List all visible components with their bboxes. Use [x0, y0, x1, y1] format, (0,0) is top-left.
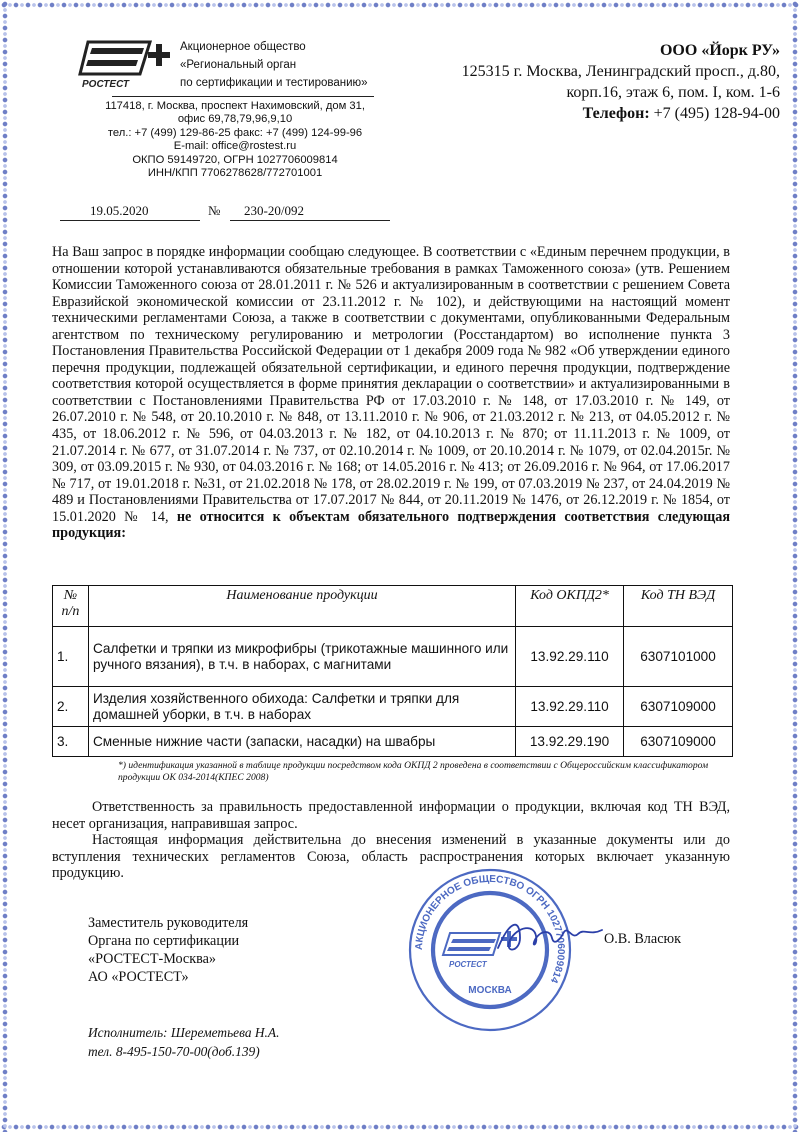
recipient-block: [400, 40, 780, 124]
left-border: [0, 0, 10, 1132]
row-name: Салфетки и тряпки из микрофибры (трикотажные машинного или ручного вязания), в т.ч. в наборах, с магнитами: [88, 627, 515, 687]
signer-line: Заместитель руководителя: [88, 915, 249, 931]
table-footnote: *) идентификация указанной в таблице продукции посредством кода ОКПД 2 проведена в соответствии с Общероссийским классификатором продукции ОК 034-2014(КПЕС 2008): [118, 760, 709, 783]
handwritten-signature: [490, 900, 610, 970]
number-underline: [230, 220, 390, 221]
org-line: «Региональный орган: [180, 59, 297, 71]
org-line: по сертификации и тестированию»: [180, 77, 368, 89]
logo-text: РОСТЕСТ: [82, 79, 130, 90]
header-tnved: Код ТН ВЭД: [624, 586, 733, 627]
stamp-ring-textpath: АКЦИОНЕРНОЕ ОБЩЕСТВО ОГРН 1027706009814: [413, 873, 567, 985]
table-row: [53, 727, 733, 757]
rostest-logo: [78, 34, 174, 90]
org-line: Акционерное общество: [180, 41, 306, 53]
header-num: № п/п: [53, 586, 89, 627]
product-table: [52, 585, 733, 757]
header-okpd: Код ОКПД2*: [516, 586, 624, 627]
number-sign: №: [208, 203, 221, 218]
recipient-address-1: 125315 г. Москва, Ленинградский просп., д.80,: [461, 63, 780, 80]
letter-number: 230-20/092: [244, 203, 304, 218]
row-tnved: 6307101000: [624, 627, 733, 687]
top-border: [0, 0, 800, 10]
row-tnved: 6307109000: [624, 727, 733, 757]
executor-block: [88, 1023, 279, 1061]
header-name: Наименование продукции: [88, 586, 515, 627]
stamp-logo-text: РОСТЕСТ: [449, 960, 487, 969]
contact-line: 117418, г. Москва, проспект Нахимовский, дом 31,: [105, 100, 365, 112]
date-underline: [60, 220, 200, 221]
contact-line: ИНН/КПП 7706278628/772701001: [147, 167, 323, 180]
row-num: 3.: [53, 727, 89, 757]
signer-line: «РОСТЕСТ-Москва»: [88, 951, 217, 967]
header-divider: [112, 96, 374, 97]
row-num: 1.: [53, 627, 89, 687]
recipient-phone-label: Телефон:: [582, 105, 650, 122]
org-contacts: [60, 100, 410, 180]
letter-date: 19.05.2020: [90, 203, 149, 218]
responsibility-paragraph: Ответственность за правильность предоставленной информации о продукции, включая код ТН ВЭД, несет организация, направившая запрос.: [52, 799, 730, 832]
executor-name: Исполнитель: Шереметьева Н.А.: [88, 1025, 280, 1040]
table-row: [53, 627, 733, 687]
executor-phone: тел. 8-495-150-70-00(доб.139): [88, 1044, 260, 1059]
validity-paragraph: Настоящая информация действительна до внесения изменений в указанные документы или до вступления технических регламентов Союза, область распространения которых включает указанную продукцию.: [52, 832, 730, 881]
row-num: 2.: [53, 687, 89, 727]
row-okpd: 13.92.29.110: [516, 627, 624, 687]
org-name: [180, 38, 380, 92]
contact-line: E-mail: office@rostest.ru: [173, 140, 297, 153]
signer-line: Органа по сертификации: [88, 933, 240, 949]
body-bold-text: не относится к объектам обязательного подтверждения соответствия следующая продукция:: [52, 508, 730, 542]
signer-line: АО «РОСТЕСТ»: [88, 969, 189, 985]
row-tnved: 6307109000: [624, 687, 733, 727]
right-border: [790, 0, 800, 1132]
body-paragraph: [52, 244, 730, 542]
body-main-text: На Ваш запрос в порядке информации сообщаю следующее. В соответствии с «Единым перечнем продукции, в отношении которой устанавливаются обязательные требования в рамках Таможенного союза» (утв. Решением Комиссии Таможенного союза от 28.01.2011 г. № 526 и актуализированным в соответствии с решением Совета Евразийской экономической комиссии от 23.11.2012 г. № 102), и действующими на настоящий момент техническими регламентами Союза, а также в соответствии с документами, опубликованными Федеральным агентством по техническому регулированию и метрологии (Росстандартом) во исполнение пункта 3 Постановления Правительства Российской Федерации от 1 декабря 2009 года № 982 «Об утверждении единого перечня продукции, подлежащей обязательной сертификации, и единого перечня продукции, подтверждение соответствия которой осуществляется в форме принятия декларации о соответствии» и актуализированными в соответствии с Постановлениями Правительства РФ от 17.03.2010 г. № 148, от 17.03.2010 г. № 149, от 26.07.2010 г. № 548, от 20.10.2010 г. № 848, от 13.11.2010 г. № 906, от 21.03.2012 г. № 213, от 04.05.2012 г. № 435, от 18.06.2012 г. № 596, от 04.03.2013 г. № 182, от 04.10.2013 г. № 870; от 11.11.2013 г. № 1009, от 21.07.2014 г. № 677, от 31.07.2014 г. № 737, от 02.10.2014 г. № 1009, от 20.10.2014 г. № 1079, от 02.04.2015г. № 309, от 03.09.2015 г. № 930, от 04.03.2016 г. № 168; от 14.05.2016 г. № 413; от 26.09.2016 г. № 964, от 17.06.2017 № 717, от 19.01.2018 г. №31, от 21.02.2018 № 178, от 28.02.2019 г. № 199, от 07.03.2019 № 237, от 24.04.2019 № 489 и Постановлениями Правительства от 17.07.2017 № 844, от 20.11.2019 № 1476, от 26.12.2019 г. № 1854, от 15.01.2020 № 14,: [52, 244, 730, 525]
row-name: Изделия хозяйственного обихода: Салфетки и тряпки для домашней уборки, в т.ч. в наборах: [88, 687, 515, 727]
bottom-border: [0, 1122, 800, 1132]
contact-line: ОКПО 59149720, ОГРН 1027706009814: [132, 153, 338, 166]
stamp-city: МОСКВА: [468, 985, 512, 996]
row-okpd: 13.92.29.190: [516, 727, 624, 757]
recipient-phone: +7 (495) 128-94-00: [653, 105, 780, 122]
recipient-name: ООО «Йорк РУ»: [659, 42, 780, 59]
signer-name: О.В. Власюк: [604, 931, 681, 947]
reference-row: [60, 203, 390, 223]
recipient-address-2: корп.16, этаж 6, пом. I, ком. 1-6: [566, 84, 780, 101]
contact-line: тел.: +7 (499) 129-86-25 факс: +7 (499) 124-99-96: [107, 126, 363, 139]
contact-line: офис 69,78,79,96,9,10: [177, 113, 293, 126]
table-header-row: [53, 586, 733, 627]
table-row: [53, 687, 733, 727]
signer-title: [88, 914, 248, 986]
row-name: Сменные нижние части (запаски, насадки) на швабры: [88, 727, 515, 757]
row-okpd: 13.92.29.110: [516, 687, 624, 727]
